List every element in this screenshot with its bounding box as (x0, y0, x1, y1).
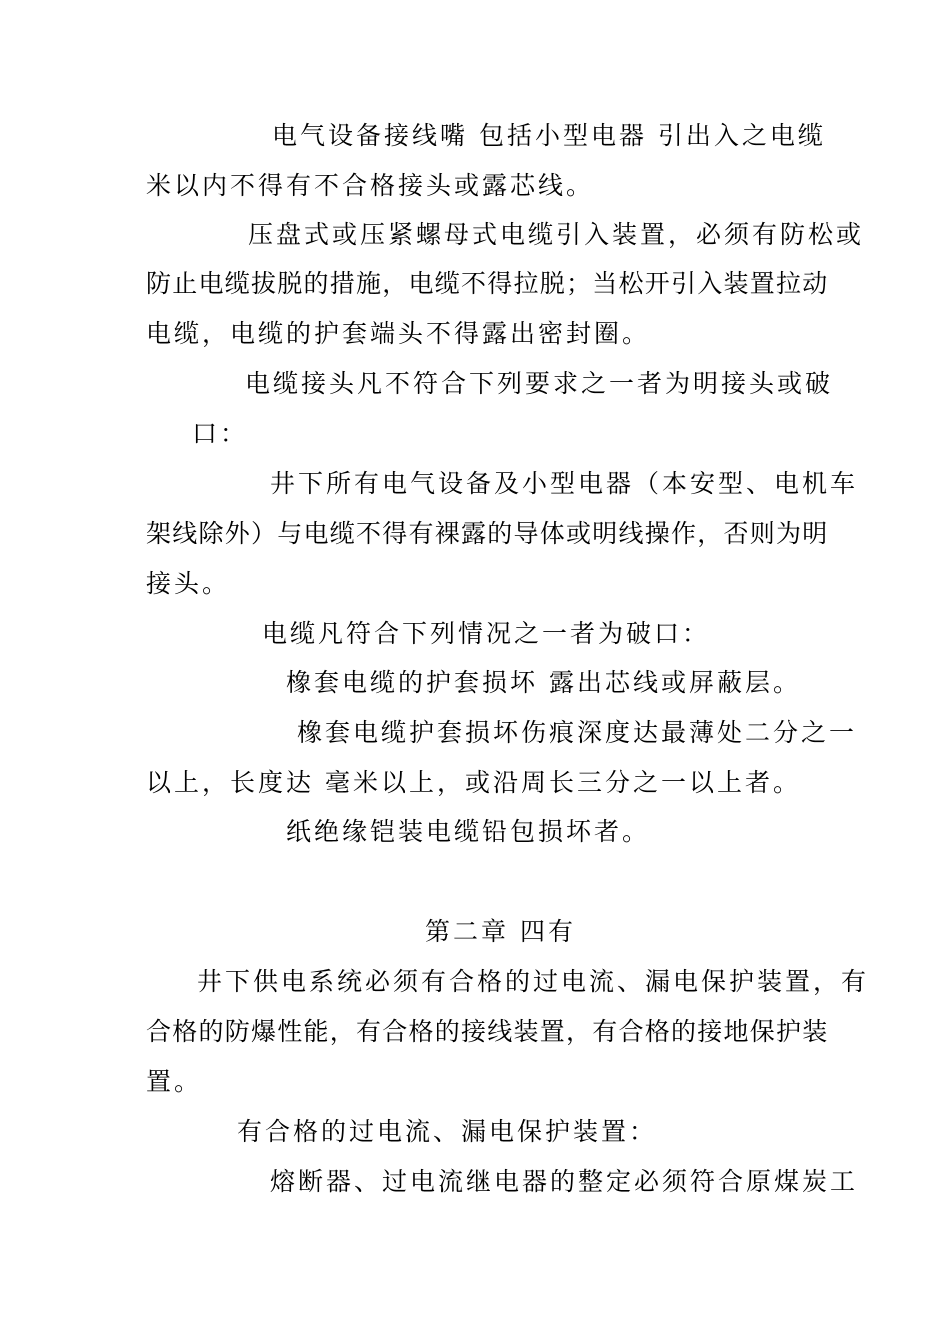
p9-line2: 合格的防爆性能，有合格的接线装置，有合格的接地保护装 (146, 1017, 829, 1046)
p4-line3: 接头。 (146, 569, 231, 598)
p7-line1: 橡套电缆护套损坏伤痕深度达最薄处二分之一 (297, 718, 858, 747)
p11-line1: 熔断器、过电流继电器的整定必须符合原煤炭工 (270, 1167, 859, 1196)
p3-line2: 口： (192, 419, 249, 448)
p1-line1: 电气设备接线嘴 包括小型电器 引出入之电缆 (272, 121, 826, 150)
p2-line3: 电缆，电缆的护套端头不得露出密封圈。 (146, 319, 651, 348)
p2-line2: 防止电缆拔脱的措施，电缆不得拉脱；当松开引入装置拉动 (146, 269, 829, 298)
chapter-heading: 第二章 四有 (425, 917, 576, 946)
p4-line1: 井下所有电气设备及小型电器（本安型、电机车 (270, 469, 859, 498)
p10-line1: 有合格的过电流、漏电保护装置： (237, 1117, 658, 1146)
p4-line2: 架线除外）与电缆不得有裸露的导体或明线操作，否则为明 (146, 519, 829, 548)
p6-line1: 橡套电缆的护套损坏 露出芯线或屏蔽层。 (286, 668, 801, 697)
p9-line3: 置。 (146, 1067, 203, 1096)
p7-line2: 以上，长度达 毫米以上，或沿周长三分之一以上者。 (146, 768, 801, 797)
p2-line1: 压盘式或压紧螺母式电缆引入装置，必须有防松或 (248, 220, 865, 249)
p3-line1: 电缆接头凡不符合下列要求之一者为明接头或破 (245, 369, 834, 398)
p9-line1: 井下供电系统必须有合格的过电流、漏电保护装置，有 (197, 967, 870, 996)
p8-line1: 纸绝缘铠装电缆铅包损坏者。 (286, 817, 651, 846)
p1-line2: 米以内不得有不合格接头或露芯线。 (146, 171, 595, 200)
p5-line1: 电缆凡符合下列情况之一者为破口： (262, 619, 711, 648)
